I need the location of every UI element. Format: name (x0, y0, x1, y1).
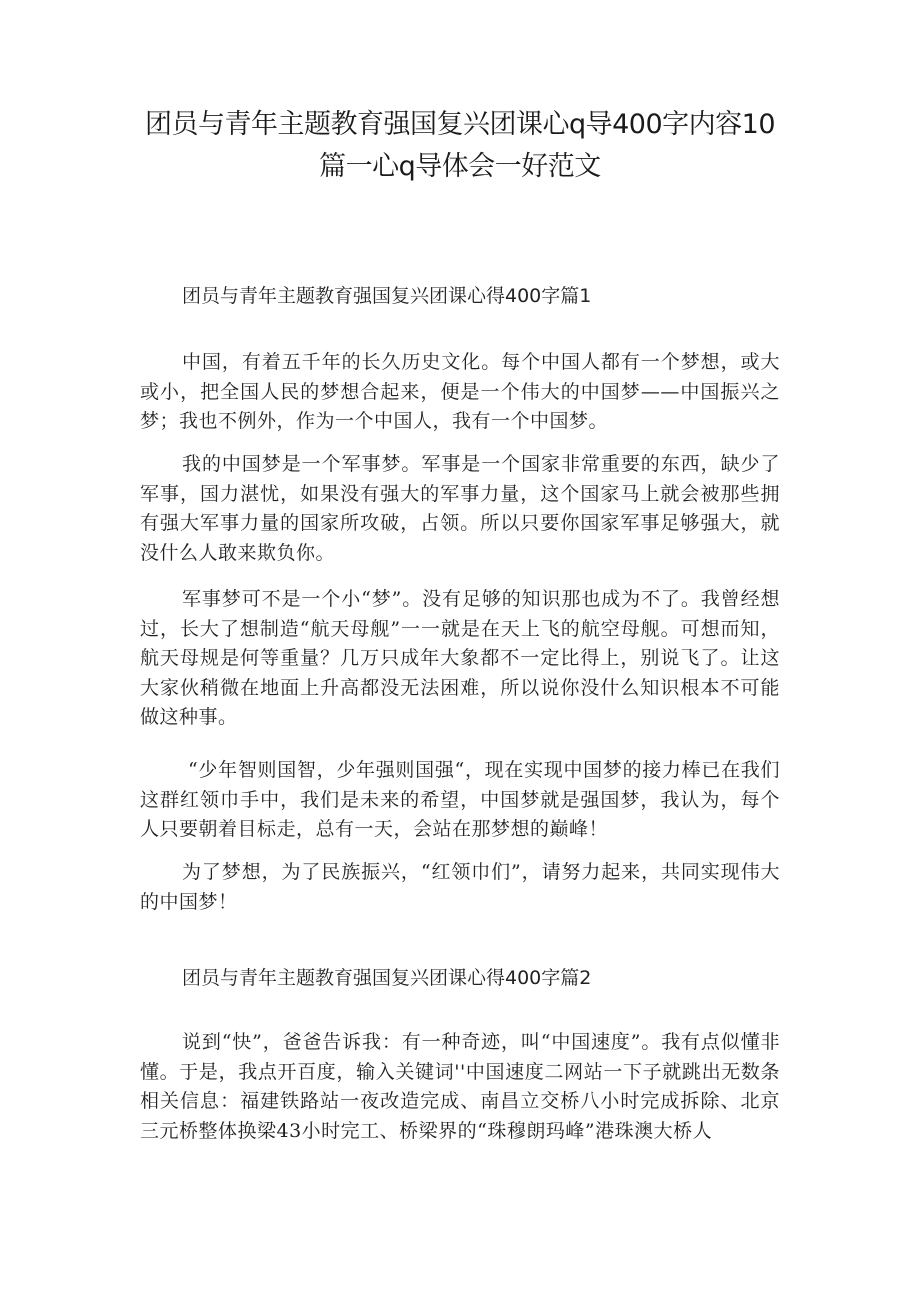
section-1-paragraph-1: 中国，有着五千年的长久历史文化。每个中国人都有一个梦想，或大或小，把全国人民的梦想合起来，便是一个伟大的中国梦——中国振兴之梦；我也不例外，作为一个中国人，我有一个中国梦。 (140, 351, 780, 433)
section-heading-1: 团员与青年主题教育强国复兴团课心得400字篇1 (182, 285, 592, 307)
section-1-paragraph-3: 军事梦可不是一个小“梦”。没有足够的知识那也成为不了。我曾经想过，长大了想制造“航天母舰”一一就是在天上飞的航空母舰。可想而知，航天母规是何等重量？几万只成年大象都不一定比得上，别说飞了。让这大家伙稍微在地面上升高都没无法困难，所以说你没什么知识根本不可能做这种事。 (140, 588, 780, 729)
section-1-paragraph-5: 为了梦想，为了民族振兴，“红领巾们”，请努力起来，共同实现伟大的中国梦！ (140, 861, 780, 913)
section-heading-2: 团员与青年主题教育强国复兴团课心得400字篇2 (182, 967, 592, 989)
section-1-paragraph-2: 我的中国梦是一个军事梦。军事是一个国家非常重要的东西，缺少了军事，国力湛忧，如果没有强大的军事力量，这个国家马上就会被那些拥有强大军事力量的国家所攻破，占领。所以只要你国家军事足够强大，就没什么人敢来欺负你。 (140, 453, 780, 564)
document-title: 团员与青年主题教育强国复兴团课心q导400字内容10篇一心q导体会一好范文 (144, 109, 776, 182)
section-1-paragraph-4: “少年智则国智，少年强则国强“，现在实现中国梦的接力棒已在我们这群红领巾手中，我们是未来的希望，中国梦就是强国梦，我认为，每个人只要朝着目标走，总有一天，会站在那梦想的巅峰！ (140, 759, 780, 841)
section-2-paragraph-1: 说到“快”，爸爸告诉我：有一种奇迹，叫“中国速度”。我有点似懂非懂。于是，我点开百度，输入关键词''中国速度二网站一下子就跳出无数条相关信息：福建铁路站一夜改造完成、南昌立交桥八小时完成拆除、北京三元桥整体换梁43小时完工、桥梁界的“珠穆朗玛峰”港珠澳大桥人 (140, 1031, 780, 1142)
